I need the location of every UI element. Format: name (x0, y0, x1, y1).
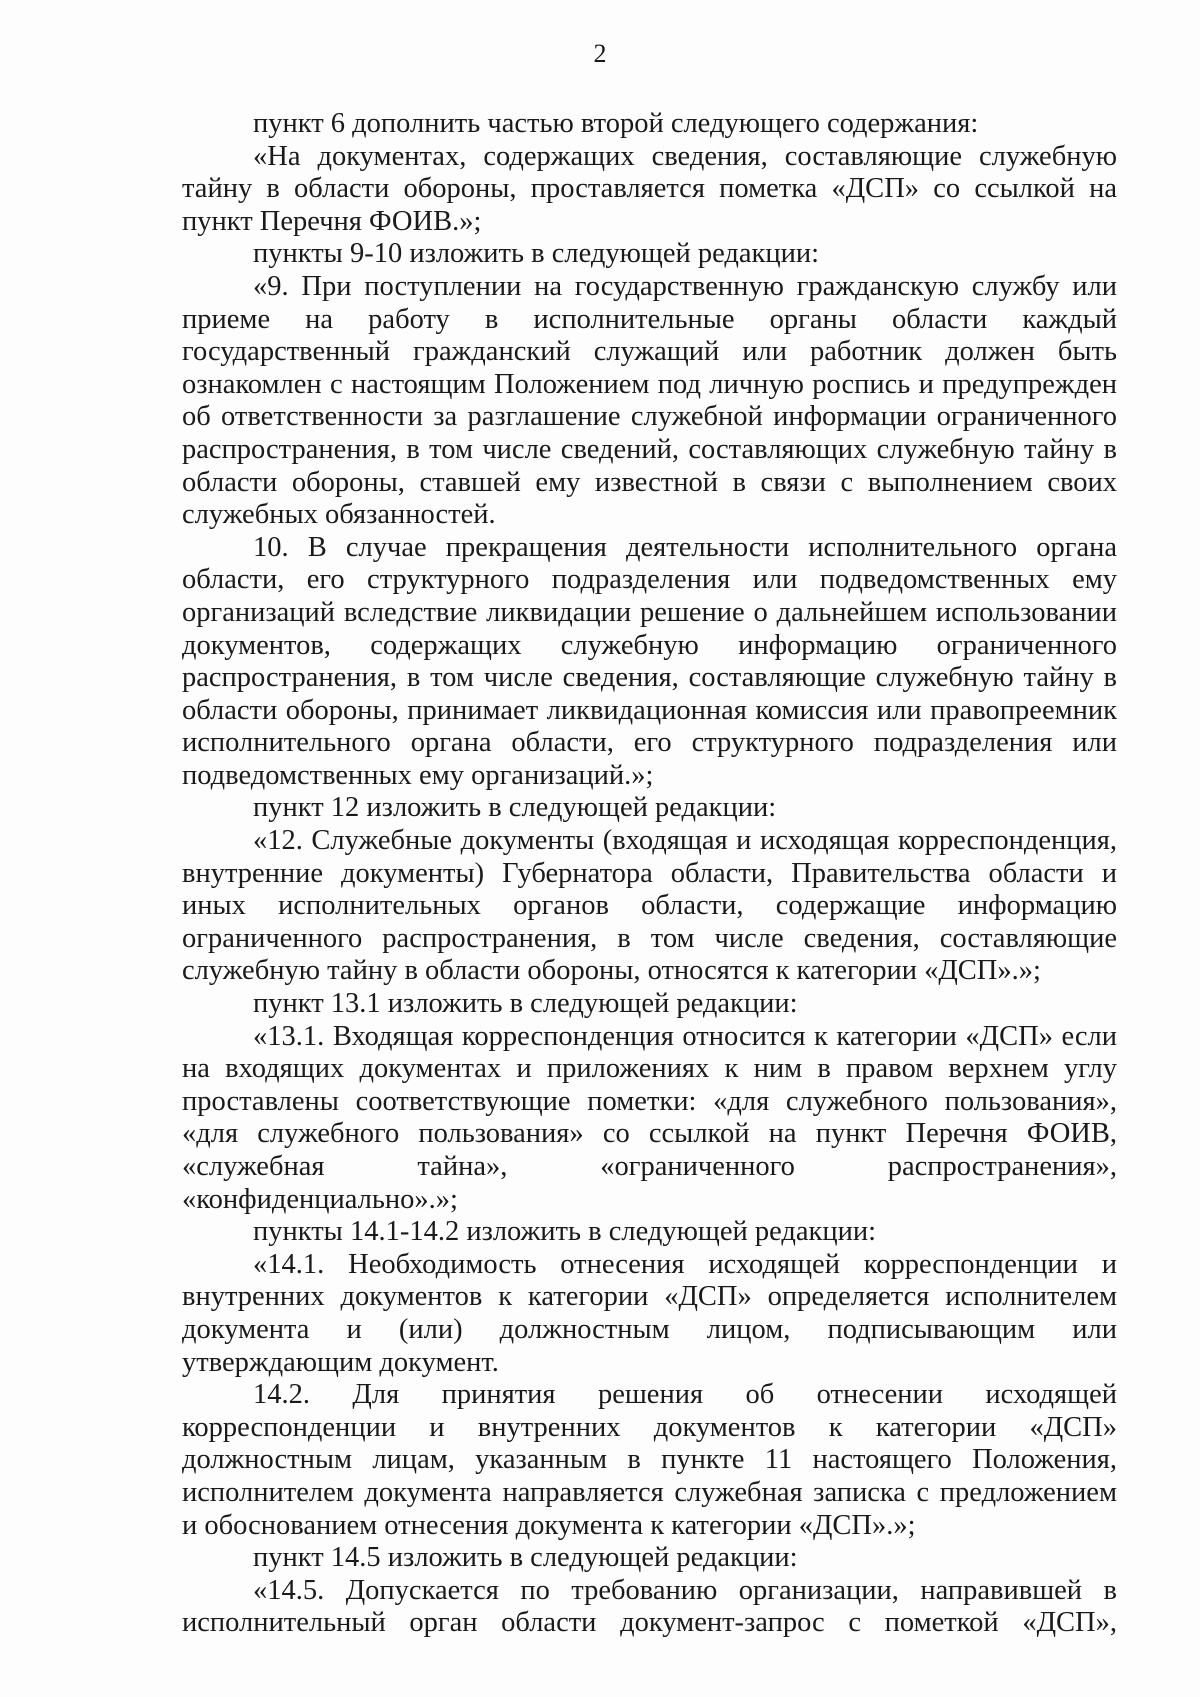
paragraph-amend-p13-1-intro: пункт 13.1 изложить в следующей редакции: (253, 988, 798, 1020)
paragraph-p13-1-text: «13.1. Входящая корреспонденция относится к категории «ДСП» если на входящих документах и приложениях к ним в правом верхнем углу проставлены соответствующие пометки: «для служебного пользования», «для служебного пользования» со ссылкой на пункт Перечня ФОИВ, «служебная тайна», «ограниченного распространения», «конфиденциально».»; (182, 1020, 1117, 1215)
document-body (182, 108, 1117, 1640)
paragraph-p12-text: «12. Служебные документы (входящая и исходящая корреспонденция, внутренние документы) Губернатора области, Правительства области и иных исполнительных органов области, содержащие информацию ограниченного распространения, в том числе сведения, составляющие служебную тайну в области обороны, относятся к категории «ДСП».»; (182, 825, 1117, 987)
paragraph-p6-text: «На документах, содержащих сведения, составляющие служебную тайну в области обороны, проставляется пометка «ДСП» со ссылкой на пункт Перечня ФОИВ.»; (182, 140, 1117, 237)
page-number: 2 (593, 39, 607, 68)
paragraph-amend-p9-10-intro: пункты 9-10 изложить в следующей редакции: (253, 238, 820, 270)
paragraph-amend-p6-intro: пункт 6 дополнить частью второй следующего содержания: (253, 108, 979, 139)
paragraph-p14-1-text: «14.1. Необходимость отнесения исходящей корреспонденции и внутренних документов к категории «ДСП» определяется исполнителем документа и (или) должностным лицом, подписывающим или утверждающим документ. (182, 1248, 1117, 1378)
paragraph-amend-p12-intro: пункт 12 изложить в следующей редакции: (253, 792, 777, 824)
paragraph-p10-text: 10. В случае прекращения деятельности исполнительного органа области, его структурного подразделения или подведомственных ему организаций вследствие ликвидации решение о дальнейшем использовании документов, содержащих служебную информацию ограниченного распространения, в том числе сведения, составляющие служебную тайну в области обороны, принимает ликвидационная комиссия или правопреемник исполнительного органа области, его структурного подразделения или подведомственных ему организаций.»; (182, 531, 1117, 791)
paragraph-p14-2-text: 14.2. Для принятия решения об отнесении исходящей корреспонденции и внутренних документов к категории «ДСП» должностным лицам, указанным в пункте 11 настоящего Положения, исполнителем документа направляется служебная записка с предложением и обоснованием отнесения документа к категории «ДСП».»; (182, 1379, 1117, 1541)
paragraph-p14-5-text: «14.5. Допускается по требованию организации, направившей в исполнительный орган области документ-запрос с пометкой «ДСП», (182, 1574, 1117, 1639)
paragraph-amend-p14-1-2-intro: пункты 14.1-14.2 изложить в следующей редакции: (253, 1216, 877, 1248)
paragraph-amend-p14-5-intro: пункт 14.5 изложить в следующей редакции: (253, 1542, 798, 1574)
paragraph-p9-text: «9. При поступлении на государственную гражданскую службу или приеме на работу в исполнительные органы области каждый государственный гражданский служащий или работник должен быть ознакомлен с настоящим Положением под личную роспись и предупрежден об ответственности за разглашение служебной информации ограниченного распространения, в том числе сведений, составляющих служебную тайну в области обороны, ставшей ему известной в связи с выполнением своих служебных обязанностей. (182, 270, 1117, 531)
